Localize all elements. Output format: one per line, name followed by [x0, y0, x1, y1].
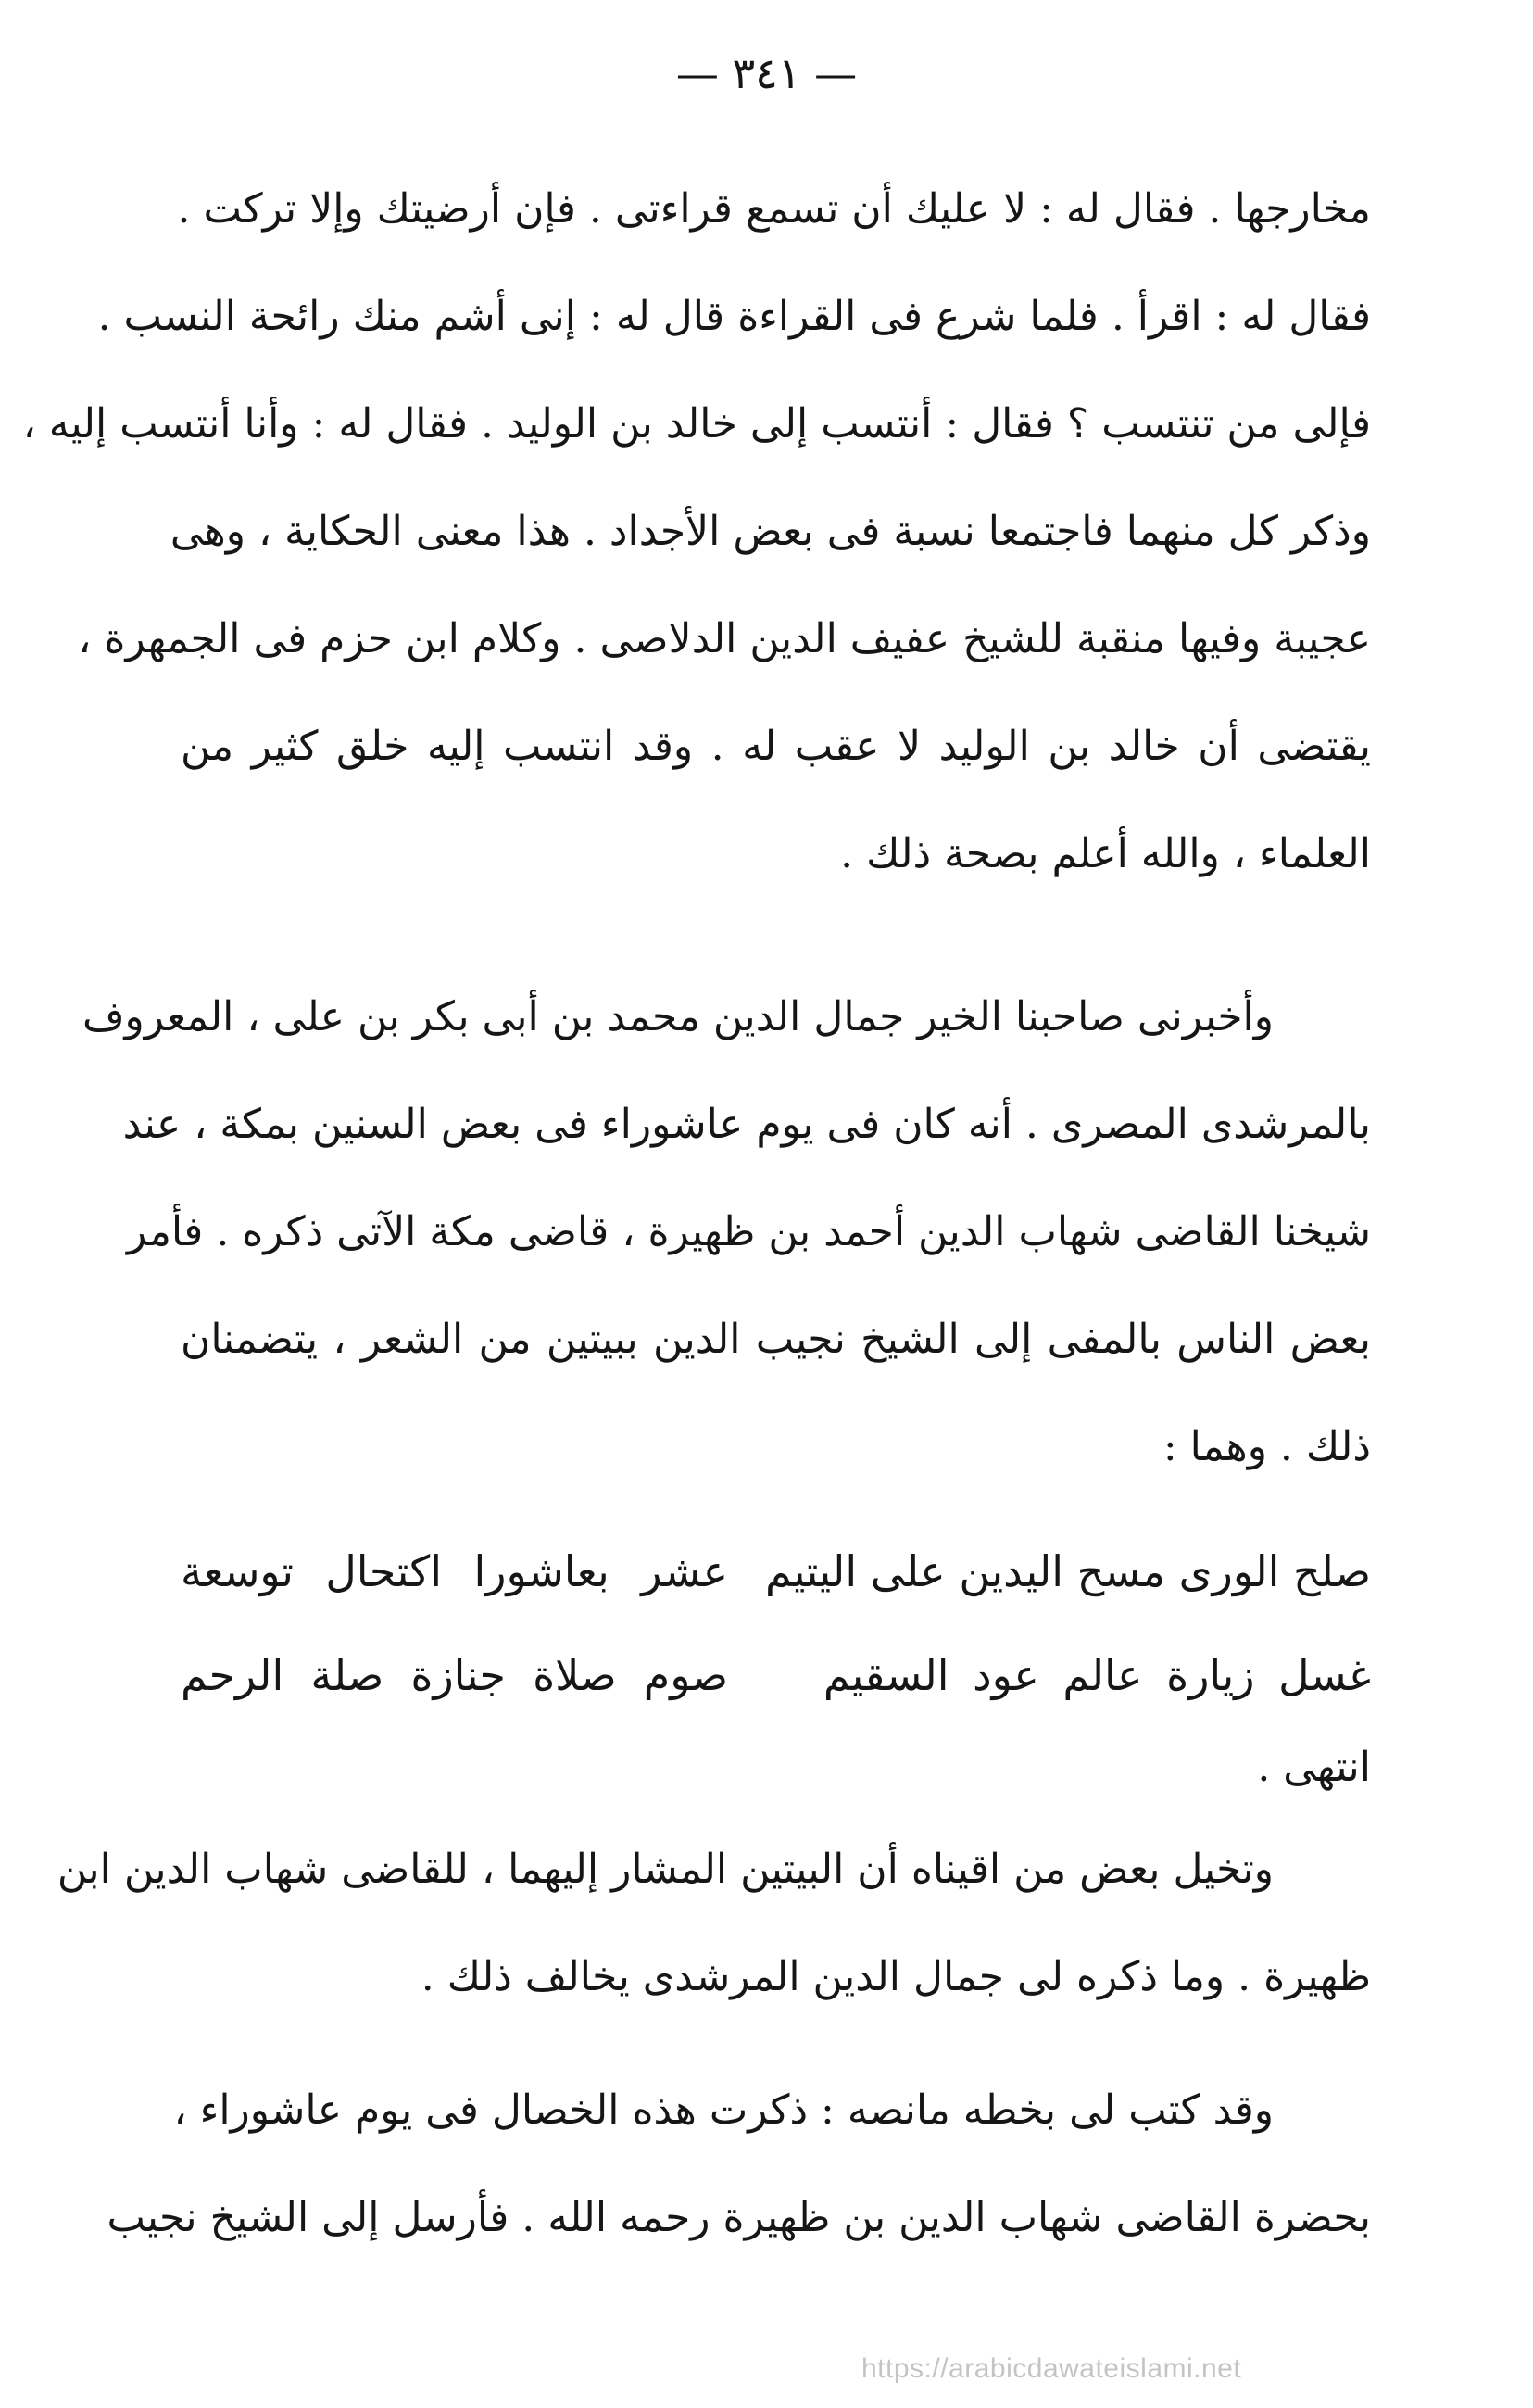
text-line: بحضرة القاضى شهاب الدين بن ظهيرة رحمه الله . فأرسل إلى الشيخ نجيب [107, 2194, 1371, 2241]
paragraph-3 [57, 1816, 1371, 2031]
text-line: العلماء ، والله أعلم بصحة ذلك . [840, 830, 1371, 877]
poem-hemistich: عشر بعاشورا اكتحال توسعة [181, 1546, 729, 1596]
text-line: بعض الناس بالمفى إلى الشيخ نجيب الدين ببيتين من الشعر ، يتضمنان [181, 1316, 1371, 1363]
paragraph-1 [22, 156, 1371, 908]
text-line: فإلى من تنتسب ؟ فقال : أنتسب إلى خالد بن الوليد . فقال له : وأنا أنتسب إليه ، [22, 400, 1371, 448]
poem-verse [181, 1623, 1371, 1727]
poem-hemistich: صلح الورى مسح اليدين على اليتيم [765, 1546, 1371, 1596]
poem-verse [181, 1519, 1371, 1623]
text-line: بالمرشدى المصرى . أنه كان فى يوم عاشوراء فى بعض السنين بمكة ، عند [122, 1101, 1371, 1148]
watermark-url: https://arabicdawateislami.net [861, 2353, 1242, 2384]
text-line: ظهيرة . وما ذكره لى جمال الدين المرشدى يخالف ذلك . [421, 1953, 1371, 2000]
paragraph-4 [107, 2057, 1371, 2272]
text-line: وقد كتب لى بخطه مانصه : ذكرت هذه الخصال فى يوم عاشوراء ، [173, 2087, 1274, 2134]
text-line: وأخبرنى صاحبنا الخير جمال الدين محمد بن أبى بكر بن على ، المعروف [82, 993, 1274, 1040]
text-line: عجيبة وفيها منقبة للشيخ عفيف الدين الدلاصى . وكلام ابن حزم فى الجمهرة ، [78, 615, 1371, 662]
text-line: وذكر كل منهما فاجتمعا نسبة فى بعض الأجداد . هذا معنى الحكاية ، وهى [170, 508, 1371, 555]
poem [181, 1519, 1371, 1727]
text-line: شيخنا القاضى شهاب الدين أحمد بن ظهيرة ، قاضى مكة الآتى ذكره . فأمر [127, 1208, 1371, 1255]
page-number: — ٣٤١ — [675, 48, 858, 98]
paragraph-2 [82, 964, 1371, 1501]
poem-hemistich: صوم صلاة جنازة صلة الرحم [181, 1650, 729, 1700]
ending-word: انتهى . [1257, 1744, 1371, 1791]
text-line: فقال له : اقرأ . فلما شرع فى القراءة قال له : إنى أشم منك رائحة النسب . [97, 293, 1371, 340]
text-line: ذلك . وهما : [1162, 1423, 1371, 1470]
text-line: وتخيل بعض من اقيناه أن البيتين المشار إليهما ، للقاضى شهاب الدين ابن [57, 1846, 1274, 1893]
poem-hemistich: غسل زيارة عالم عود السقيم [823, 1650, 1371, 1700]
text-line: يقتضى أن خالد بن الوليد لا عقب له . وقد انتسب إليه خلق كثير من [181, 723, 1371, 770]
text-line: مخارجها . فقال له : لا عليك أن تسمع قراءتى . فإن أرضيتك وإلا تركت . [177, 185, 1371, 233]
